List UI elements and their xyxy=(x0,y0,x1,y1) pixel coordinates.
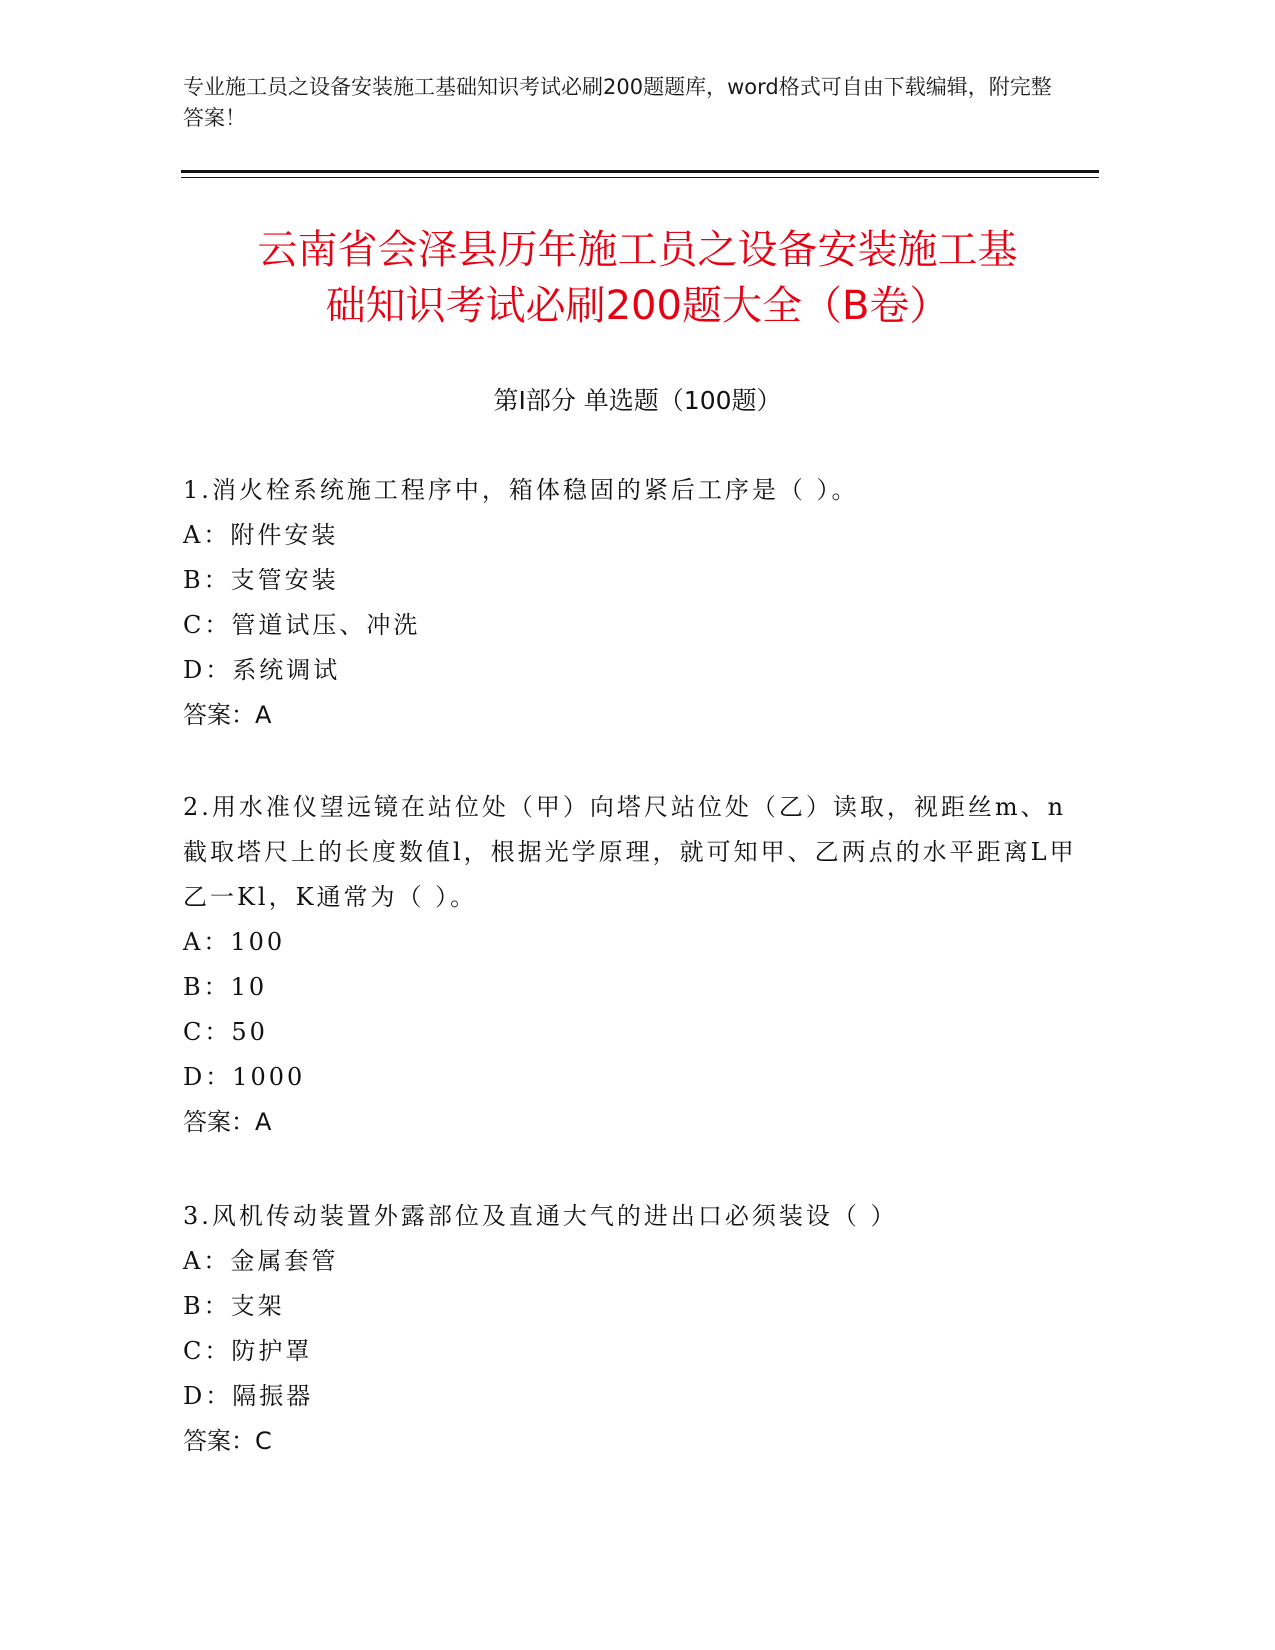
option-d: D：隔振器 xyxy=(183,1382,314,1410)
answer: 答案：C xyxy=(183,1427,272,1455)
option-b: B：10 xyxy=(183,973,268,1001)
header-rule-thin xyxy=(181,177,1099,178)
option-b: B：支管安装 xyxy=(183,566,339,594)
header-note: 专业施工员之设备安装施工基础知识考试必刷200题题库，word格式可自由下载编辑，附完整答案！ xyxy=(183,75,1052,130)
option-d: D：1000 xyxy=(183,1063,306,1091)
answer: 答案：A xyxy=(183,1108,272,1136)
header-rule-thick xyxy=(181,170,1099,173)
option-a: A：100 xyxy=(183,928,286,956)
option-c: C：防护罩 xyxy=(183,1337,313,1365)
option-b: B：支架 xyxy=(183,1292,285,1320)
option-c: C：管道试压、冲洗 xyxy=(183,611,421,639)
question-stem: 2.用水准仪望远镜在站位处（甲）向塔尺站位处（乙）读取，视距丝m、n截取塔尺上的长度数值l，根据光学原理，就可知甲、乙两点的水平距离L甲乙一Kl，K通常为（ ）。 xyxy=(183,793,1077,911)
question-1 xyxy=(183,468,1083,738)
document-title-line-1: 云南省会泽县历年施工员之设备安装施工基 xyxy=(257,227,1018,273)
question-2 xyxy=(183,785,1083,1145)
document-title-line-2: 础知识考试必刷200题大全（B卷） xyxy=(325,283,950,329)
option-a: A：附件安装 xyxy=(183,521,339,549)
option-c: C：50 xyxy=(183,1018,268,1046)
question-3 xyxy=(183,1194,1083,1464)
document-title xyxy=(130,222,1145,334)
option-a: A：金属套管 xyxy=(183,1247,339,1275)
question-stem: 3.风机传动装置外露部位及直通大气的进出口必须装设（ ） xyxy=(183,1202,898,1230)
answer: 答案：A xyxy=(183,701,272,729)
option-d: D：系统调试 xyxy=(183,656,341,684)
section-title: 第Ⅰ部分 单选题（100题） xyxy=(493,386,782,415)
question-stem: 1.消火栓系统施工程序中，箱体稳固的紧后工序是（ ）。 xyxy=(183,476,859,504)
